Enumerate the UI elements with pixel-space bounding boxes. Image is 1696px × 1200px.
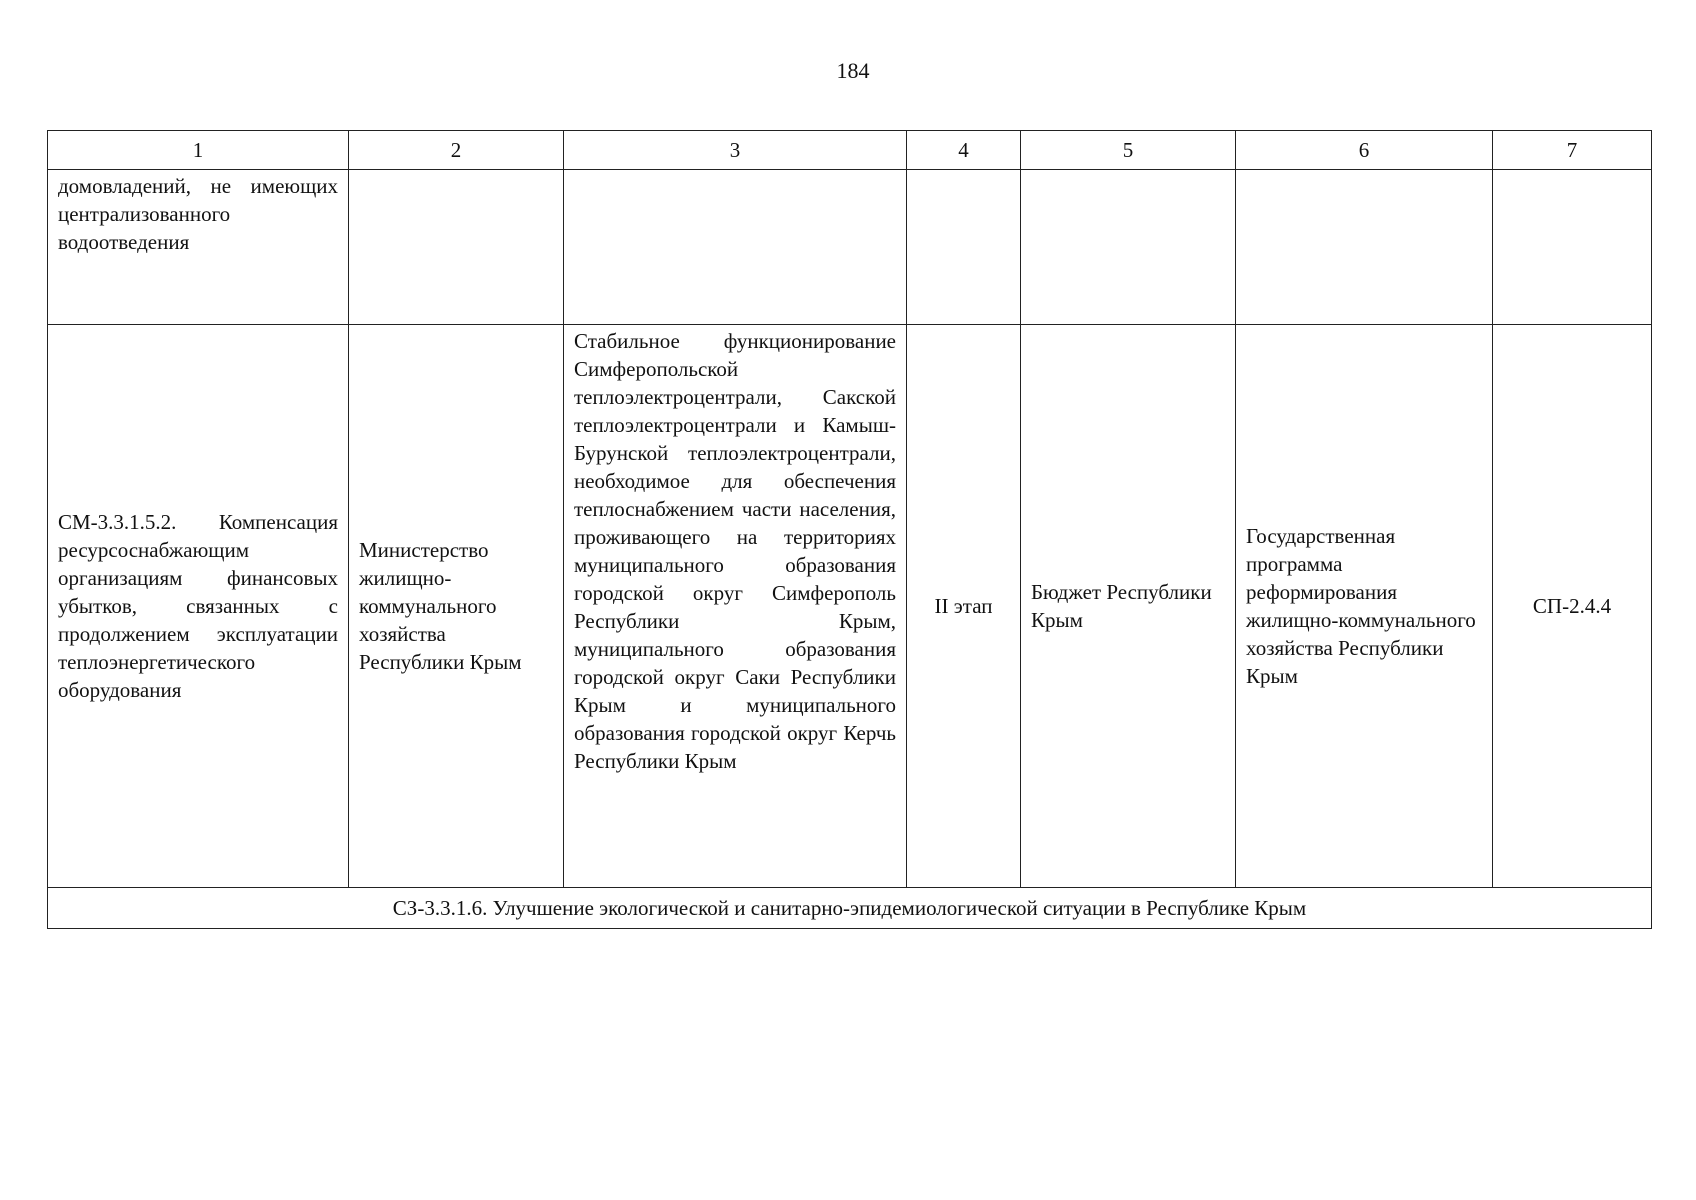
stage-cell: II этап — [907, 325, 1021, 888]
column-header-1: 1 — [48, 131, 349, 170]
measure-cell: СМ-3.3.1.5.2. Компенсация ресурсоснабжающим организациям финансовых убытков, связанных с продолжением эксплуатации теплоэнергетического оборудования — [48, 325, 349, 888]
table-row — [48, 325, 1652, 888]
row1-measure-cell: домовладений, не имеющих централизованного водоотведения — [48, 170, 349, 325]
funding-source-cell: Бюджет Республики Крым — [1021, 325, 1236, 888]
column-header-5: 5 — [1021, 131, 1236, 170]
table-row — [48, 170, 1652, 325]
section-heading-row — [48, 888, 1652, 929]
expected-result-cell: Стабильное функционирование Симферопольской теплоэлектроцентрали, Сакской теплоэлектроцентрали и Камыш-Бурунской теплоэлектроцентрали, необходимое для обеспечения теплоснабжением части населения, проживающего на территориях муниципального образования городской округ Симферополь Республики Крым, муниципального образования городской округ Саки Республики Крым и муниципального образования городской округ Керчь Республики Крым — [564, 325, 907, 888]
code-cell: СП-2.4.4 — [1493, 325, 1652, 888]
column-header-6: 6 — [1236, 131, 1493, 170]
row1-empty-cell — [564, 170, 907, 325]
column-header-4: 4 — [907, 131, 1021, 170]
row1-empty-cell — [907, 170, 1021, 325]
column-header-3: 3 — [564, 131, 907, 170]
measures-table — [47, 130, 1652, 929]
row1-empty-cell — [1236, 170, 1493, 325]
column-header-2: 2 — [349, 131, 564, 170]
row1-empty-cell — [1493, 170, 1652, 325]
page-number: 184 — [836, 58, 870, 83]
section-heading: СЗ-3.3.1.6. Улучшение экологической и санитарно-эпидемиологической ситуации в Республике Крым — [48, 888, 1652, 929]
table-header-row — [48, 131, 1652, 170]
program-cell: Государственная программа реформирования жилищно-коммунального хозяйства Республики Крым — [1236, 325, 1493, 888]
executor-cell: Министерство жилищно-коммунального хозяйства Республики Крым — [349, 325, 564, 888]
row1-empty-cell — [349, 170, 564, 325]
row1-empty-cell — [1021, 170, 1236, 325]
column-header-7: 7 — [1493, 131, 1652, 170]
